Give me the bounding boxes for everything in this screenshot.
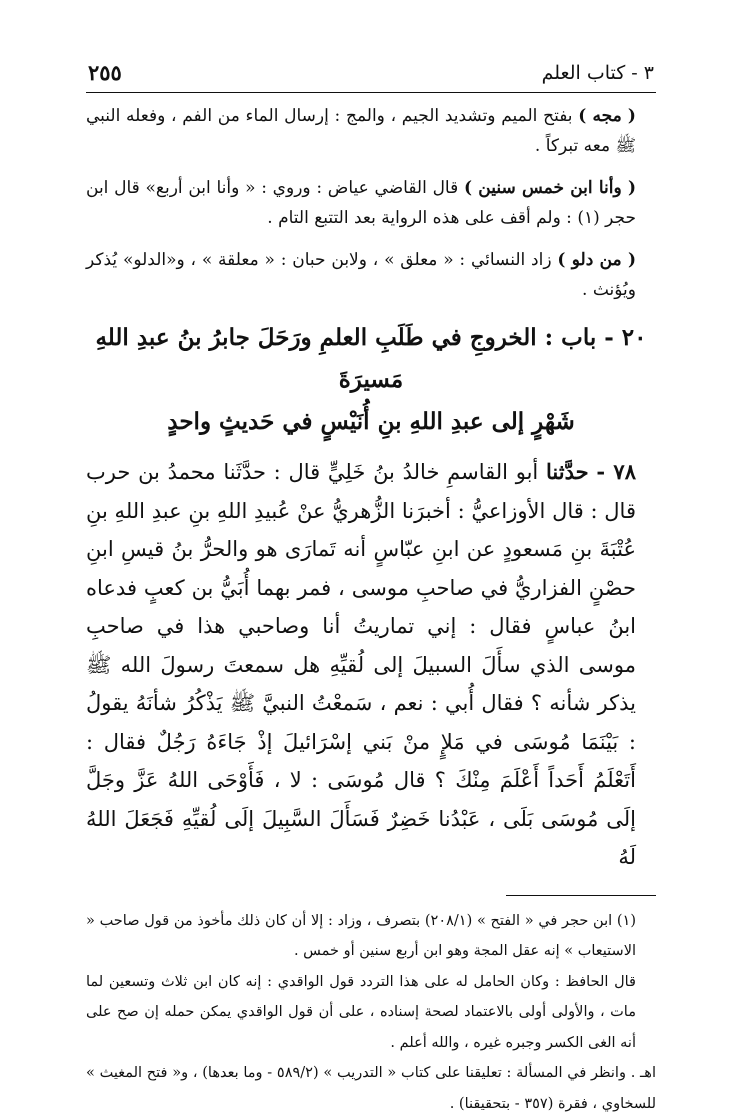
footnote-1: (١) ابن حجر في « الفتح » (٢٠٨/١) بتصرف ، وزاد : إلا أن كان ذلك مأخوذ من قول صاحب « الاستيعاب » إنه عقل المجة وهو ابن أربع سنين أو خمس . [86,906,656,967]
header-rule [86,92,656,93]
explanation-1-text: بفتح الميم وتشديد الجيم ، والمج : إرسال الماء من الفم ، وفعله النبي ﷺ معه تبركاً . [86,106,636,156]
chapter-heading-line-2: شَهْرٍ إلى عبدِ اللهِ بنِ أُنَيْسٍ في حَديثٍ واحدٍ [86,401,656,443]
chapter-heading [86,317,656,443]
explanation-3-text: زاد النسائي : « معلق » ، ولابن حبان : « معلقة » ، و«الدلو» يُذكر ويُؤنث . [86,250,636,300]
footnotes [86,906,656,1119]
running-header [86,60,656,92]
hadith-lead: حدَّثنا [546,459,589,484]
page-number: ٢٥٥ [88,60,122,86]
hadith-78 [86,453,656,877]
explanation-2 [86,173,656,233]
footnote-2: قال الحافظ : وكان الحامل له على هذا التردد قول الواقدي : إنه كان ابن ثلاث وتسعين لما مات ، والأولى أولى بالاعتماد لصحة إسناده ، على أن قول الواقدي يمكن حمله إن صح على أنه الغى الكسر وجبره غيره ، والله أعلم . [86,967,656,1059]
chapter-heading-line-1: ٢٠ - باب : الخروجِ في طَلَبِ العلمِ ورَحَلَ جابرُ بنُ عبدِ اللهِ مَسيرَةَ [86,317,656,401]
header-chapter-title: ٣ - كتاب العلم [542,60,654,86]
explanation-3 [86,245,656,305]
hadith-number: ٧٨ - [596,459,636,484]
explanation-2-text: قال القاضي عياض : وروي : « وأنا ابن أربع» قال ابن حجر (١) : ولم أقف على هذه الرواية بعد التتبع التام . [86,178,636,228]
hadith-text: أبو القاسمِ خالدُ بنُ خَلِيٍّ قال : حدَّثَنا محمدُ بن حرب قال : قال الأوزاعيُّ : أخبرَنا الزُّهريُّ عنْ عُبيدِ اللهِ بنِ عبدِ اللهِ بنِ عُتْبَةَ بنِ مَسعودٍ عن ابنِ عبّاسٍ أنه تَمارَى هو والحرُّ بنُ قيسِ ابنِ حصْنٍ الفزاريُّ في صاحبِ موسى ، فمر بهما أُبَيُّ بن كعبٍ فدعاه ابنُ عباسٍ فقال : إني تماريتُ أنا وصاحبي هذا في صاحبِ موسى الذي سأَلَ السبيلَ إلى لُقيِّهِ هل سمعتَ رسولَ الله ﷺ يذكر شأنه ؟ فقال أُبي : نعم ، سَمعْتُ النبيَّ ﷺ يَذْكُرُ شأنَهُ يقولُ : بَيْنَمَا مُوسَى في مَلإٍ منْ بَني إسْرَائيلَ إذْ جَاءَهُ رَجُلٌ فقال : أَتَعْلَمُ أَحَداً أَعْلَمَ مِنْكَ ؟ قال مُوسَى : لا ، فَأَوْحَى اللهُ عَزَّ وجَلَّ إلَى مُوسَى بَلَى ، عَبْدُنا خَضِرٌ فَسَأَلَ السَّبِيلَ إلَى لُقيِّهِ فَجَعَلَ اللهُ لَهُ [86,460,636,869]
explanation-3-lemma: ( من دلو ) [557,250,636,270]
explanation-1-lemma: ( مجه ) [578,106,636,126]
footnote-3: اهـ . وانظر في المسألة : تعليقنا على كتاب « التدريب » (٥٨٩/٢ - وما بعدها) ، و« فتح المغيث » للسخاوي ، فقرة (٣٥٧ - بتحقيقنا) . [86,1058,656,1119]
footnote-rule [506,895,656,896]
explanation-2-lemma: ( وأنا ابن خمس سنين ) [464,178,636,198]
explanation-1 [86,101,656,161]
